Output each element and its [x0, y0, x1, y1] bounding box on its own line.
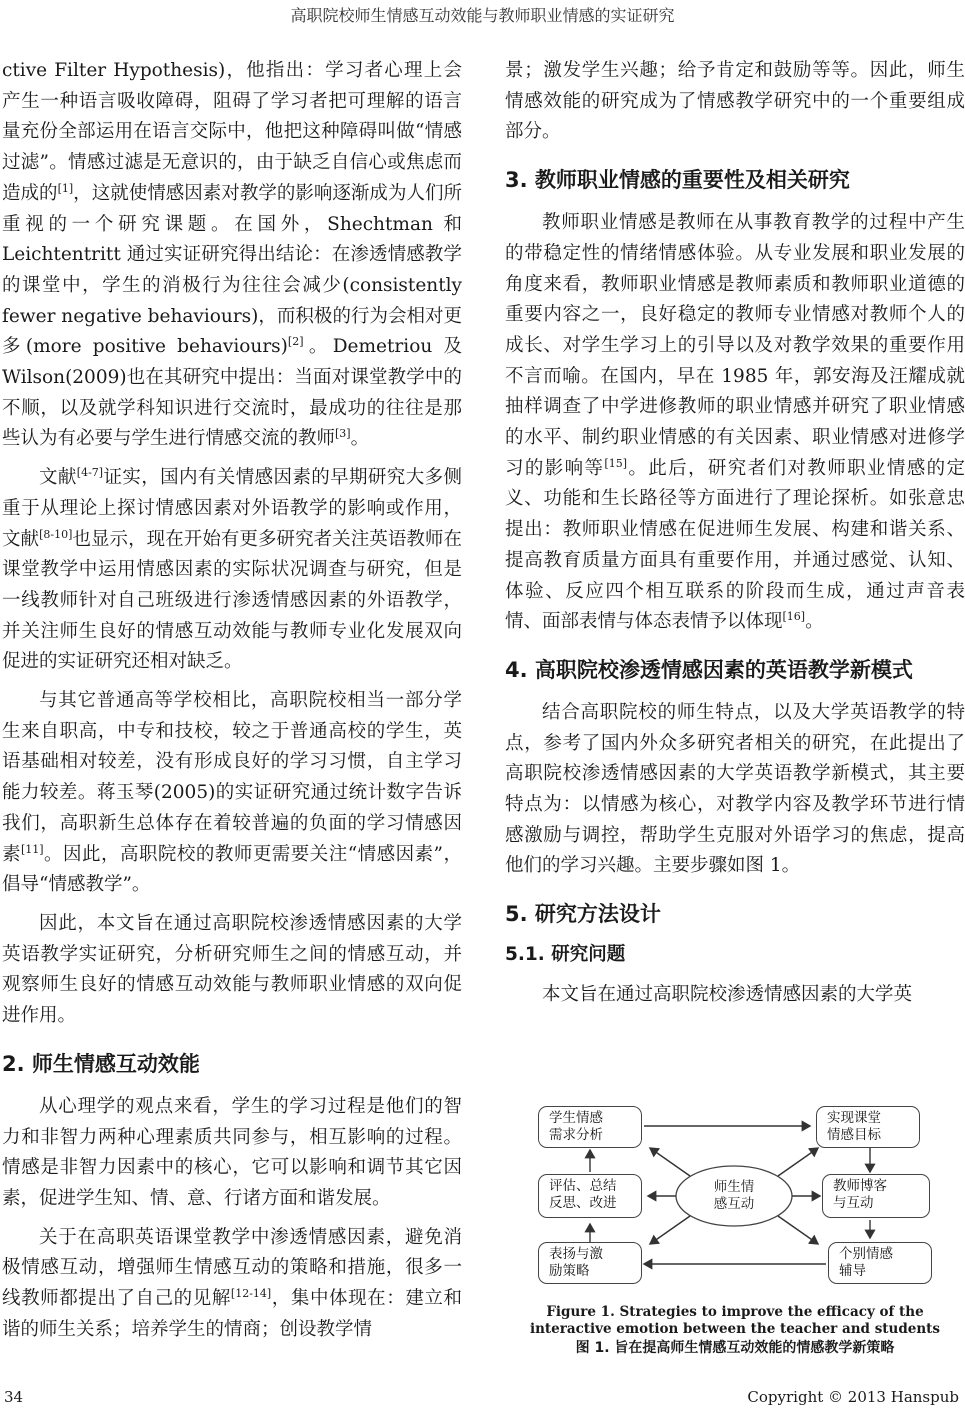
arrow-to-top-left [650, 1148, 690, 1176]
citation[interactable]: [1] [57, 181, 74, 195]
section-heading-2: 2. 师生情感互动效能 [2, 1051, 200, 1076]
citation[interactable]: [12-14] [230, 1286, 272, 1300]
citation[interactable]: [11] [20, 842, 44, 856]
figure-1-diagram [520, 1098, 960, 1294]
figure-caption-cn: 图 1. 旨在提高师生情感互动效能的情感教学新策略 [575, 1340, 895, 1356]
citation[interactable]: [15] [604, 456, 627, 470]
paragraph: 结合高职院校的师生特点，以及大学英语教学的特点，参考了国内外众多研究者相关的研究，在此提出了高职院校渗透情感因素的大学英语教学新模式，其主要特点为：以情感为核心，对教学内容及教学环节进行情感激励与调控，帮助学生克服对外语学习的焦虑，提高他们的学习兴趣。主要步骤如图 1。 [505, 701, 965, 877]
paragraph: 关于在高职英语课堂教学中渗透情感因素，避免消极情感互动，增强师生情感互动的策略和措施，很多一线教师都提出了自己的见解[12-14]，集中体现在：建立和谐的师生关系；培养学生的情商；创设教学情 [2, 1226, 462, 1340]
citation[interactable]: [16] [782, 610, 806, 624]
box-needs-analysis: 学生情感 需求分析 [538, 1106, 642, 1148]
paragraph: 本文旨在通过高职院校渗透情感因素的大学英 [542, 984, 913, 1006]
box-classroom-goals: 实现课堂 情感目标 [816, 1106, 920, 1148]
paragraph: 景；激发学生兴趣；给予肯定和鼓励等等。因此，师生情感效能的研究成为了情感教学研究中的一个重要组成部分。 [505, 60, 965, 143]
box-teacher-blog: 教师博客 与互动 [822, 1174, 930, 1218]
citation[interactable]: [2] [287, 335, 304, 349]
left-column [2, 56, 462, 1353]
figure-caption-en: Figure 1. Strategies to improve the efficacy of the interactive emotion between the teacher and students [529, 1304, 941, 1337]
section-heading-3: 3. 教师职业情感的重要性及相关研究 [505, 168, 850, 193]
arrow-to-top-right [778, 1148, 818, 1176]
page-number: 34 [4, 1388, 24, 1406]
section-heading-5: 5. 研究方法设计 [505, 902, 661, 927]
subsection-heading-5-1: 5.1. 研究问题 [505, 944, 626, 966]
citation[interactable]: [4-7] [76, 465, 104, 479]
running-head-title: 高职院校师生情感互动效能与教师职业情感的实证研究 [290, 6, 675, 25]
paragraph: 从心理学的观点来看，学生的学习过程是他们的智力和非智力两种心理素质共同参与，相互影响的过程。情感是非智力因素中的核心，它可以影响和调节其它因素，促进学生知、情、意、行诸方面和谐发展。 [2, 1095, 462, 1209]
arrow-to-bottom-right [778, 1216, 818, 1244]
center-node: 师生情 感互动 [713, 1179, 755, 1212]
box-individual-tutoring: 个别情感 辅导 [828, 1242, 932, 1284]
right-column [505, 56, 965, 1019]
paragraph: 教师职业情感是教师在从事教育教学的过程中产生的带稳定性的情绪情感体验。从专业发展和职业发展的角度来看，教师职业情感是教师素质和教师职业道德的重要内容之一，良好稳定的教师专业情感对教师个人的成长、对学生学习上的引导以及对教学效果的重要作用不言而喻。在国内，早在 1985 年，郭安海及汪耀成就抽样调查了中学进修教师的职业情感并研究了职业情感的水平、制约职业情感的有关因素、职业情感对进修学习的影响等[15]。此后，研究者们对教师职业情感的定义、功能和生长路径等方面进行了理论探析。如张意忠提出：教师职业情感在促进师生发展、构建和谐关系、提高教育质量方面具有重要作用，并通过感觉、认知、体验、反应四个相互联系的阶段而生成，通过声音表情、面部表情与体态表情予以体现[16]。 [505, 212, 965, 633]
paragraph: 因此，本文旨在通过高职院校渗透情感因素的大学英语教学实证研究，分析研究师生之间的情感互动，并观察师生良好的情感互动效能与教师职业情感的双向促进作用。 [2, 912, 462, 1027]
paragraph: ctive Filter Hypothesis)，他指出：学习者心理上会产生一种语言吸收障碍，阻碍了学习者把可理解的语言量充份全部运用在语言交际中，他把这种障碍叫做“情感过滤”。情感过滤是无意识的，由于缺乏自信心或焦虑而造成的[1]，这就使情感因素对教学的影响逐渐成为人们所重视的一个研究课题。在国外，Shechtman 和 Leichtentritt 通过实证研究得出结论：在渗透情感教学的课堂中，学生的消极行为往往会减少(consistently fewer negative behaviours)，而积极的行为会相对更多(more positive behaviours)[2]。Demetriou 及 Wilson(2009)也在其研究中提出：当面对课堂教学中的不顺，以及就学科知识进行交流时，最成功的往往是那些认为有必要与学生进行情感交流的教师[3]。 [2, 60, 462, 450]
arrow-to-bottom-left [650, 1216, 690, 1244]
citation[interactable]: [8-10] [39, 527, 73, 541]
paragraph: 与其它普通高等学校相比，高职院校相当一部分学生来自职高，中专和技校，较之于普通高校的学生，英语基础相对较差，没有形成良好的学习习惯，自主学习能力较差。蒋玉琴(2005)的实证研究通过统计数字告诉我们，高职新生总体存在着较普遍的负面的学习情感因素[11]。因此，高职院校的教师更需要关注“情感因素”，倡导“情感教学”。 [2, 690, 462, 896]
box-praise-strategy: 表扬与激 励策略 [538, 1242, 642, 1284]
copyright-notice: Copyright © 2013 Hanspub [747, 1388, 959, 1406]
citation[interactable]: [3] [335, 427, 351, 441]
section-heading-4: 4. 高职院校渗透情感因素的英语教学新模式 [505, 657, 913, 682]
paragraph: 文献[4-7]证实，国内有关情感因素的早期研究大多侧重于从理论上探讨情感因素对外语教学的影响或作用，文献[8-10]也显示，现在开始有更多研究者关注英语教师在课堂教学中运用情感因素的实际状况调查与研究，但是一线教师针对自己班级进行渗透情感因素的外语教学，并关注师生良好的情感互动效能与教师专业化发展双向促进的实证研究还相对缺乏。 [2, 465, 462, 673]
box-evaluate-reflect: 评估、总结 反思、改进 [538, 1174, 642, 1218]
